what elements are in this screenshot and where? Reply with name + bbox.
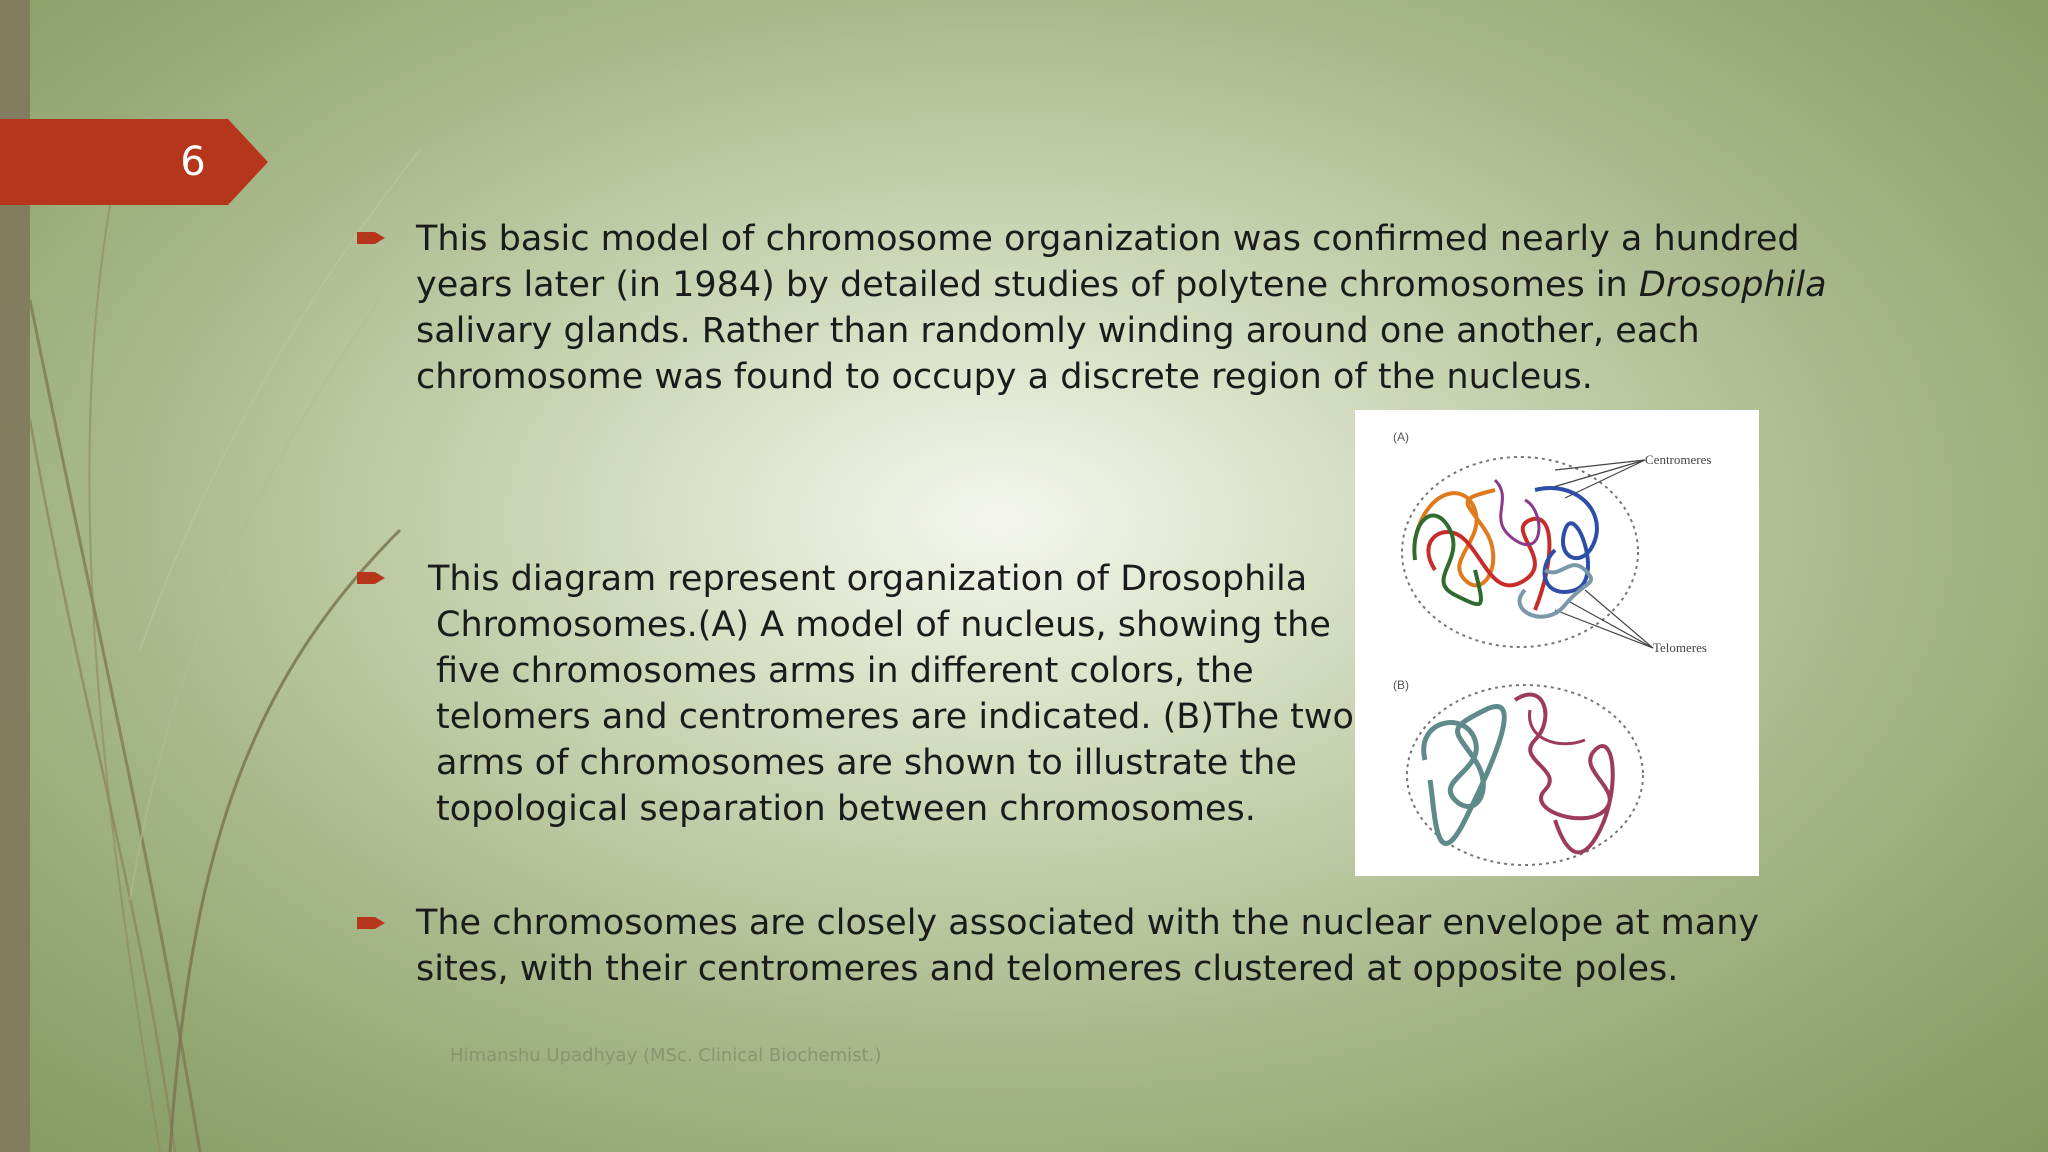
text-line: five chromosomes arms in different colors, the <box>436 651 1254 691</box>
centromeres-label: Centromeres <box>1645 452 1712 467</box>
text-line: telomers and centromeres are indicated. (B)The two <box>436 697 1354 737</box>
nucleus-b-drawing <box>1407 685 1643 865</box>
bullet-arrow-icon <box>355 569 389 587</box>
bullet-3-text <box>416 900 1759 992</box>
text-line: topological separation between chromosomes. <box>436 789 1256 829</box>
bullet-1-text <box>416 216 1827 400</box>
slide-number: 6 <box>180 139 206 185</box>
text-line: chromosome was found to occupy a discrete region of the nucleus. <box>416 357 1593 397</box>
bullet-2-text <box>428 556 1354 832</box>
text-line: salivary glands. Rather than randomly winding around one another, each <box>416 311 1700 351</box>
figure-label-b: (B) <box>1393 678 1409 692</box>
text-line: This basic model of chromosome organization was confirmed nearly a hundred <box>416 219 1800 259</box>
bullet-arrow-icon <box>355 914 389 932</box>
text-line: arms of chromosomes are shown to illustrate the <box>436 743 1297 783</box>
text-line: The chromosomes are closely associated with the nuclear envelope at many <box>416 903 1760 943</box>
chromosome-diagram <box>1355 410 1759 876</box>
italic-term: Drosophila <box>1638 265 1827 305</box>
figure-label-a: (A) <box>1393 430 1409 444</box>
text-line: This diagram represent organization of Drosophila <box>428 559 1308 599</box>
text-line: years later (in 1984) by detailed studies of polytene chromosomes in Drosophila <box>416 265 1827 305</box>
telomeres-label: Telomeres <box>1653 640 1707 655</box>
footer-author: Himanshu Upadhyay (MSc. Clinical Biochemist.) <box>450 1045 882 1066</box>
bullet-arrow-icon <box>355 229 389 247</box>
text-line: Chromosomes.(A) A model of nucleus, showing the <box>436 605 1331 645</box>
text-line: sites, with their centromeres and telomeres clustered at opposite poles. <box>416 949 1679 989</box>
nucleus-a-drawing <box>1402 457 1653 648</box>
